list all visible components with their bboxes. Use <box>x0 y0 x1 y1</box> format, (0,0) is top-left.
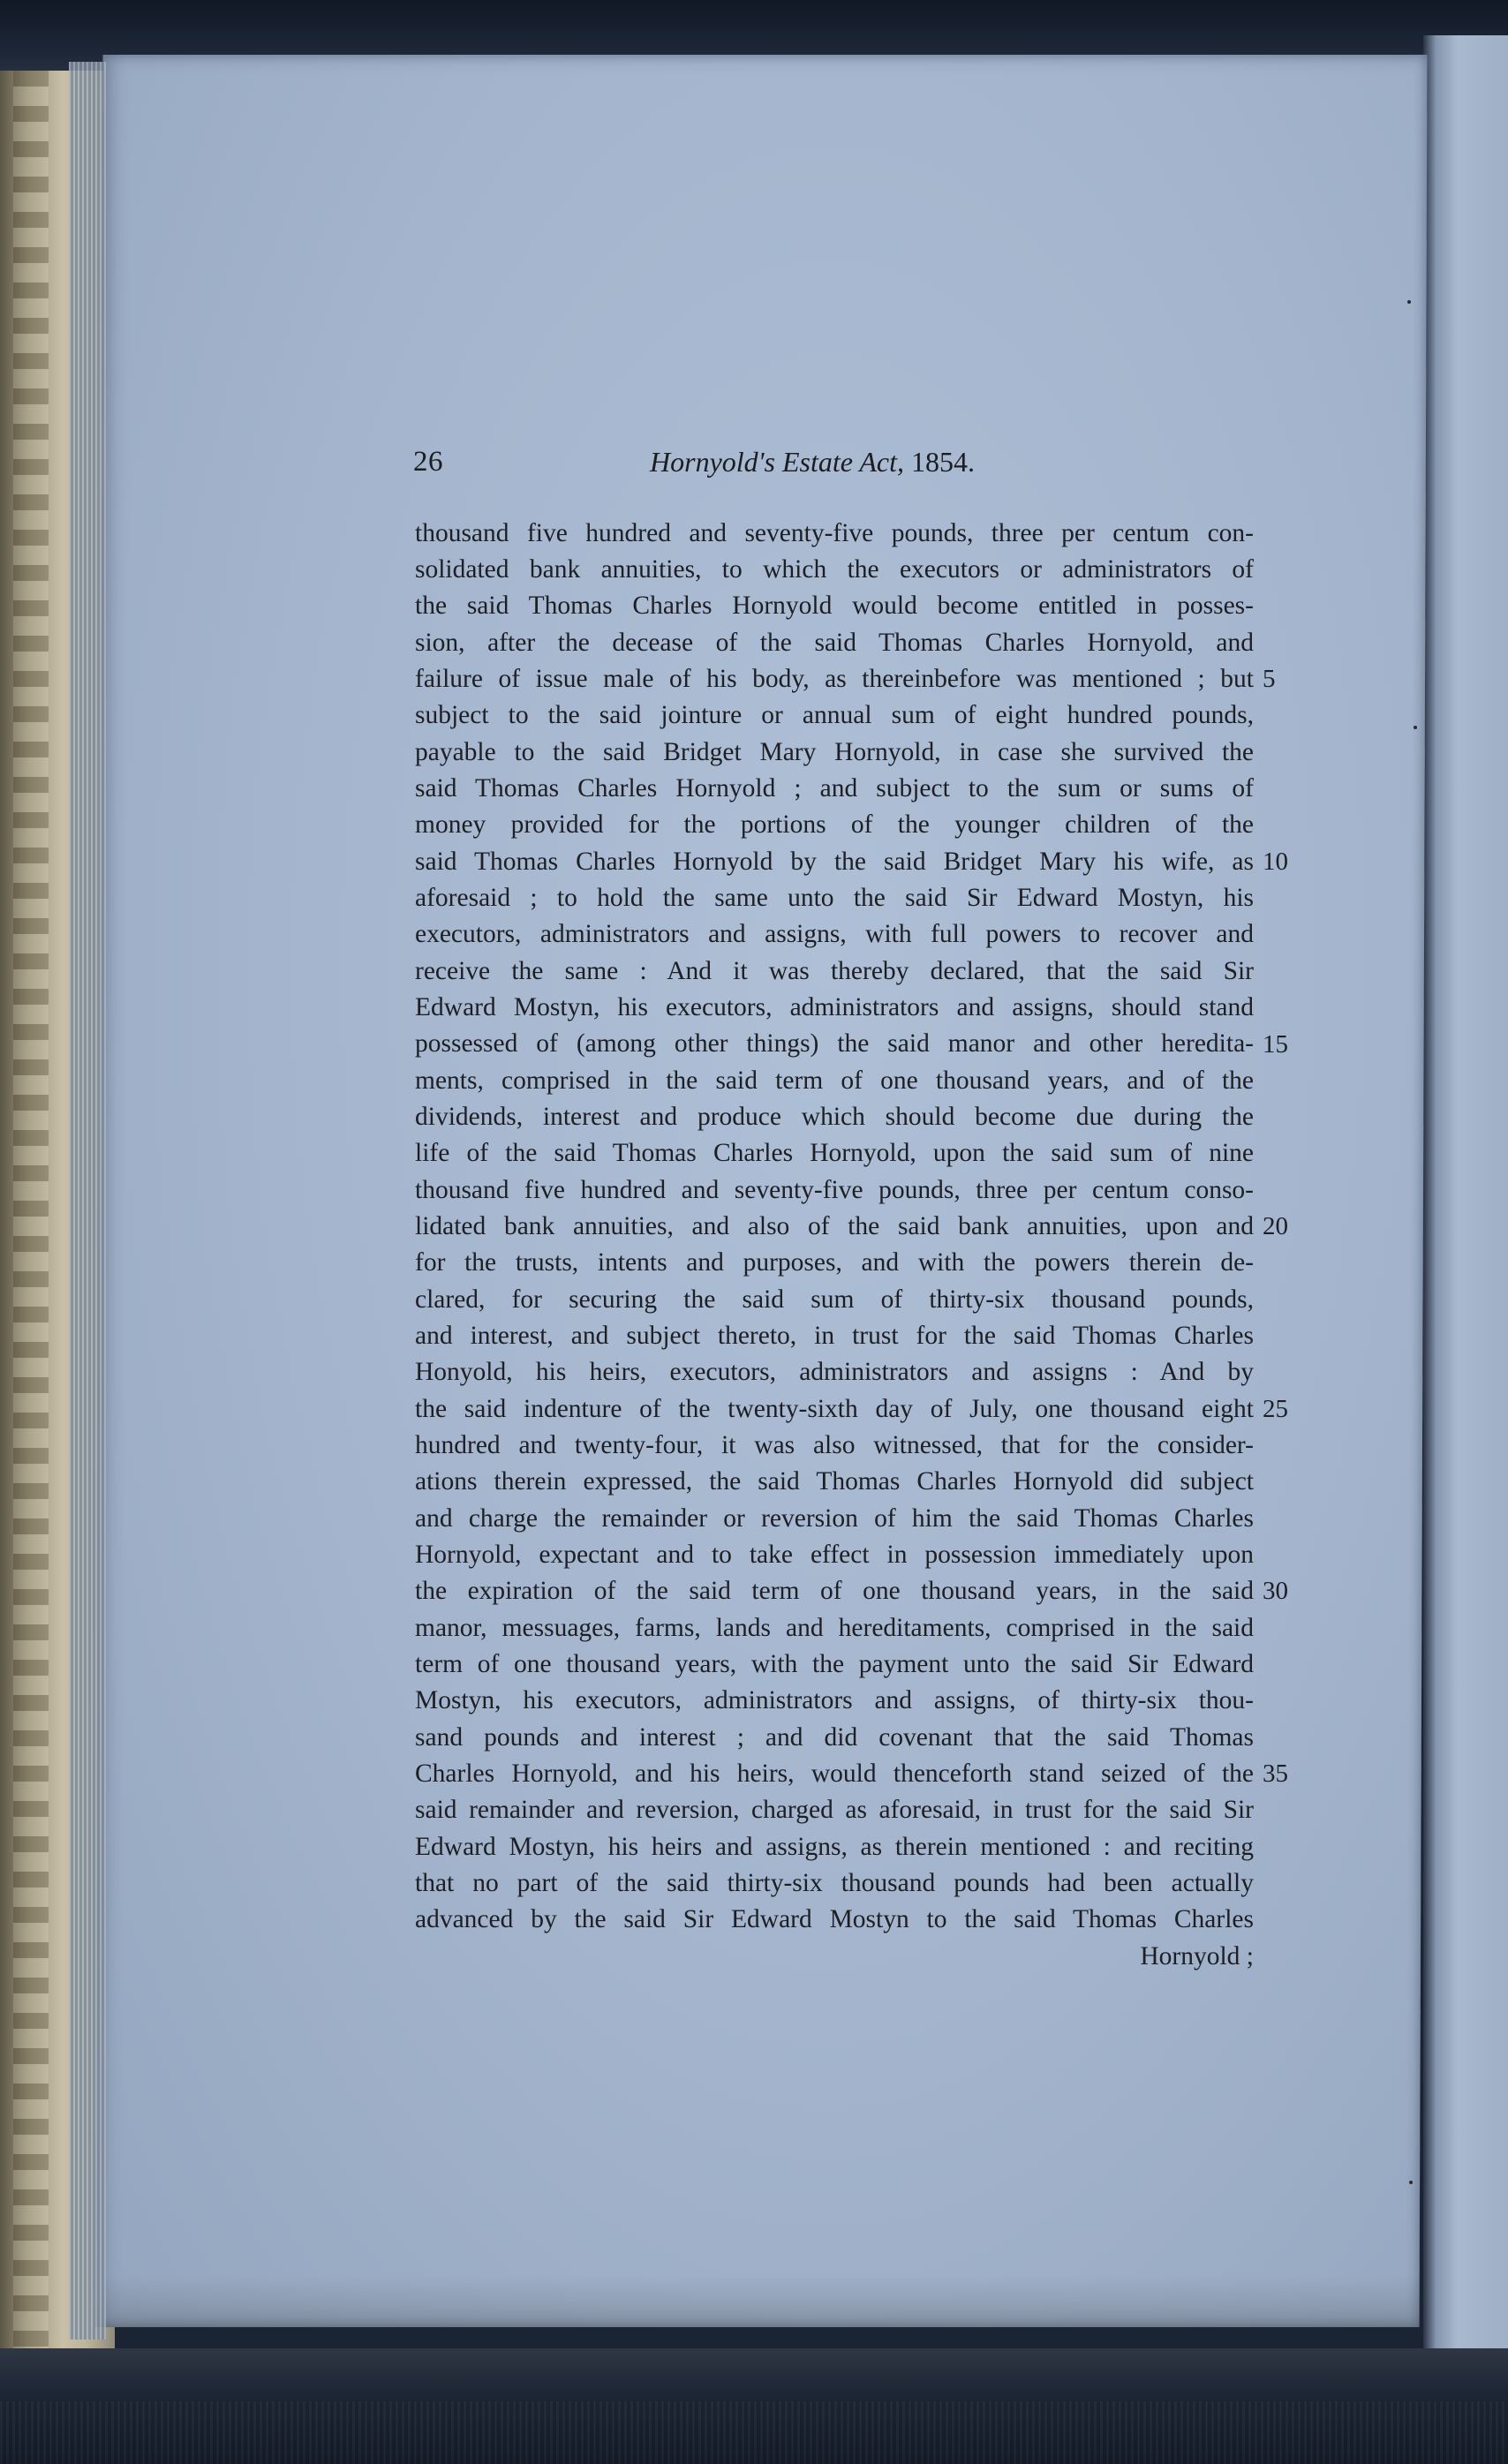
page-number: 26 <box>413 446 443 478</box>
text-line: manor, messuages, farms, lands and hereditaments, comprised in the said <box>415 1614 1254 1642</box>
facing-page-edge <box>1423 35 1508 2348</box>
text-line: Edward Mostyn, his heirs and assigns, as therein mentioned : and reciting <box>415 1833 1254 1861</box>
text-line: ations therein expressed, the said Thomas Charles Hornyold did subject <box>415 1467 1254 1496</box>
text-line: that no part of the said thirty-six thousand pounds had been actually <box>415 1869 1254 1897</box>
text-line: money provided for the portions of the younger children of the <box>415 810 1254 839</box>
page-stack-edge <box>69 62 106 2340</box>
title-year: 1854. <box>911 446 975 478</box>
text-line: the expiration of the said term of one thousand years, in the said <box>415 1577 1254 1605</box>
text-line: term of one thousand years, with the payment unto the said Sir Edward <box>415 1650 1254 1678</box>
text-line: thousand five hundred and seventy-five pounds, three per centum conso- <box>415 1176 1254 1204</box>
text-line: clared, for securing the said sum of thirty-six thousand pounds, <box>415 1285 1254 1314</box>
text-line: solidated bank annuities, to which the executors or administrators of <box>415 555 1254 584</box>
text-line: life of the said Thomas Charles Hornyold, upon the said sum of nine <box>415 1139 1254 1167</box>
text-line: for the trusts, intents and purposes, and with the powers therein de- <box>415 1248 1254 1277</box>
text-line: subject to the said jointure or annual sum of eight hundred pounds, <box>415 701 1254 729</box>
text-line: the said Thomas Charles Hornyold would become entitled in posses- <box>415 592 1254 620</box>
book-cover-bottom <box>0 2348 1508 2464</box>
text-line: failure of issue male of his body, as thereinbefore was mentioned ; but <box>415 665 1254 693</box>
text-line: Edward Mostyn, his executors, administrators and assigns, should stand <box>415 993 1254 1021</box>
text-line: thousand five hundred and seventy-five pounds, three per centum con- <box>415 519 1254 547</box>
text-line: the said indenture of the twenty-sixth day of July, one thousand eight <box>415 1395 1254 1423</box>
text-line: executors, administrators and assigns, with full powers to recover and <box>415 920 1254 948</box>
text-line: Charles Hornyold, and his heirs, would thenceforth stand seized of the <box>415 1759 1254 1788</box>
text-line: and interest, and subject thereto, in trust for the said Thomas Charles <box>415 1322 1254 1350</box>
text-line: receive the same : And it was thereby declared, that the said Sir <box>415 957 1254 985</box>
text-line: Hornyold ; <box>1140 1942 1254 1970</box>
text-line: sion, after the decease of the said Thomas Charles Hornyold, and <box>415 629 1254 657</box>
text-line: said Thomas Charles Hornyold ; and subject to the sum or sums of <box>415 774 1254 802</box>
page-title <box>650 446 975 478</box>
line-number: 35 <box>1263 1759 1288 1788</box>
text-line: dividends, interest and produce which should become due during the <box>415 1103 1254 1131</box>
text-line: said Thomas Charles Hornyold by the said Bridget Mary his wife, as <box>415 848 1254 876</box>
line-number: 5 <box>1263 665 1276 693</box>
text-line: payable to the said Bridget Mary Hornyold, in case she survived the <box>415 738 1254 766</box>
text-line: sand pounds and interest ; and did covenant that the said Thomas <box>415 1723 1254 1752</box>
line-number: 30 <box>1263 1577 1288 1605</box>
line-number: 15 <box>1263 1030 1288 1059</box>
text-line: said remainder and reversion, charged as aforesaid, in trust for the said Sir <box>415 1796 1254 1824</box>
line-number: 25 <box>1263 1395 1288 1423</box>
ink-speck <box>1409 2181 1413 2184</box>
ink-speck <box>1414 726 1417 729</box>
ink-speck <box>1407 300 1411 304</box>
text-line: and charge the remainder or reversion of him the said Thomas Charles <box>415 1504 1254 1533</box>
text-line: Mostyn, his executors, administrators and assigns, of thirty-six thou- <box>415 1686 1254 1714</box>
line-number: 10 <box>1263 848 1288 876</box>
text-line: Honyold, his heirs, executors, administrators and assigns : And by <box>415 1358 1254 1386</box>
text-line: hundred and twenty-four, it was also witnessed, that for the consider- <box>415 1431 1254 1459</box>
text-line: advanced by the said Sir Edward Mostyn to the said Thomas Charles <box>415 1905 1254 1933</box>
text-line: ments, comprised in the said term of one thousand years, and of the <box>415 1066 1254 1095</box>
text-line: Hornyold, expectant and to take effect in possession immediately upon <box>415 1541 1254 1569</box>
text-line: aforesaid ; to hold the same unto the said Sir Edward Mostyn, his <box>415 884 1254 912</box>
text-line: lidated bank annuities, and also of the said bank annuities, upon and <box>415 1212 1254 1240</box>
line-number: 20 <box>1263 1212 1288 1240</box>
running-header <box>413 446 1296 490</box>
text-line: possessed of (among other things) the said manor and other heredita- <box>415 1029 1254 1058</box>
title-text: Hornyold's Estate Act, <box>650 446 904 478</box>
